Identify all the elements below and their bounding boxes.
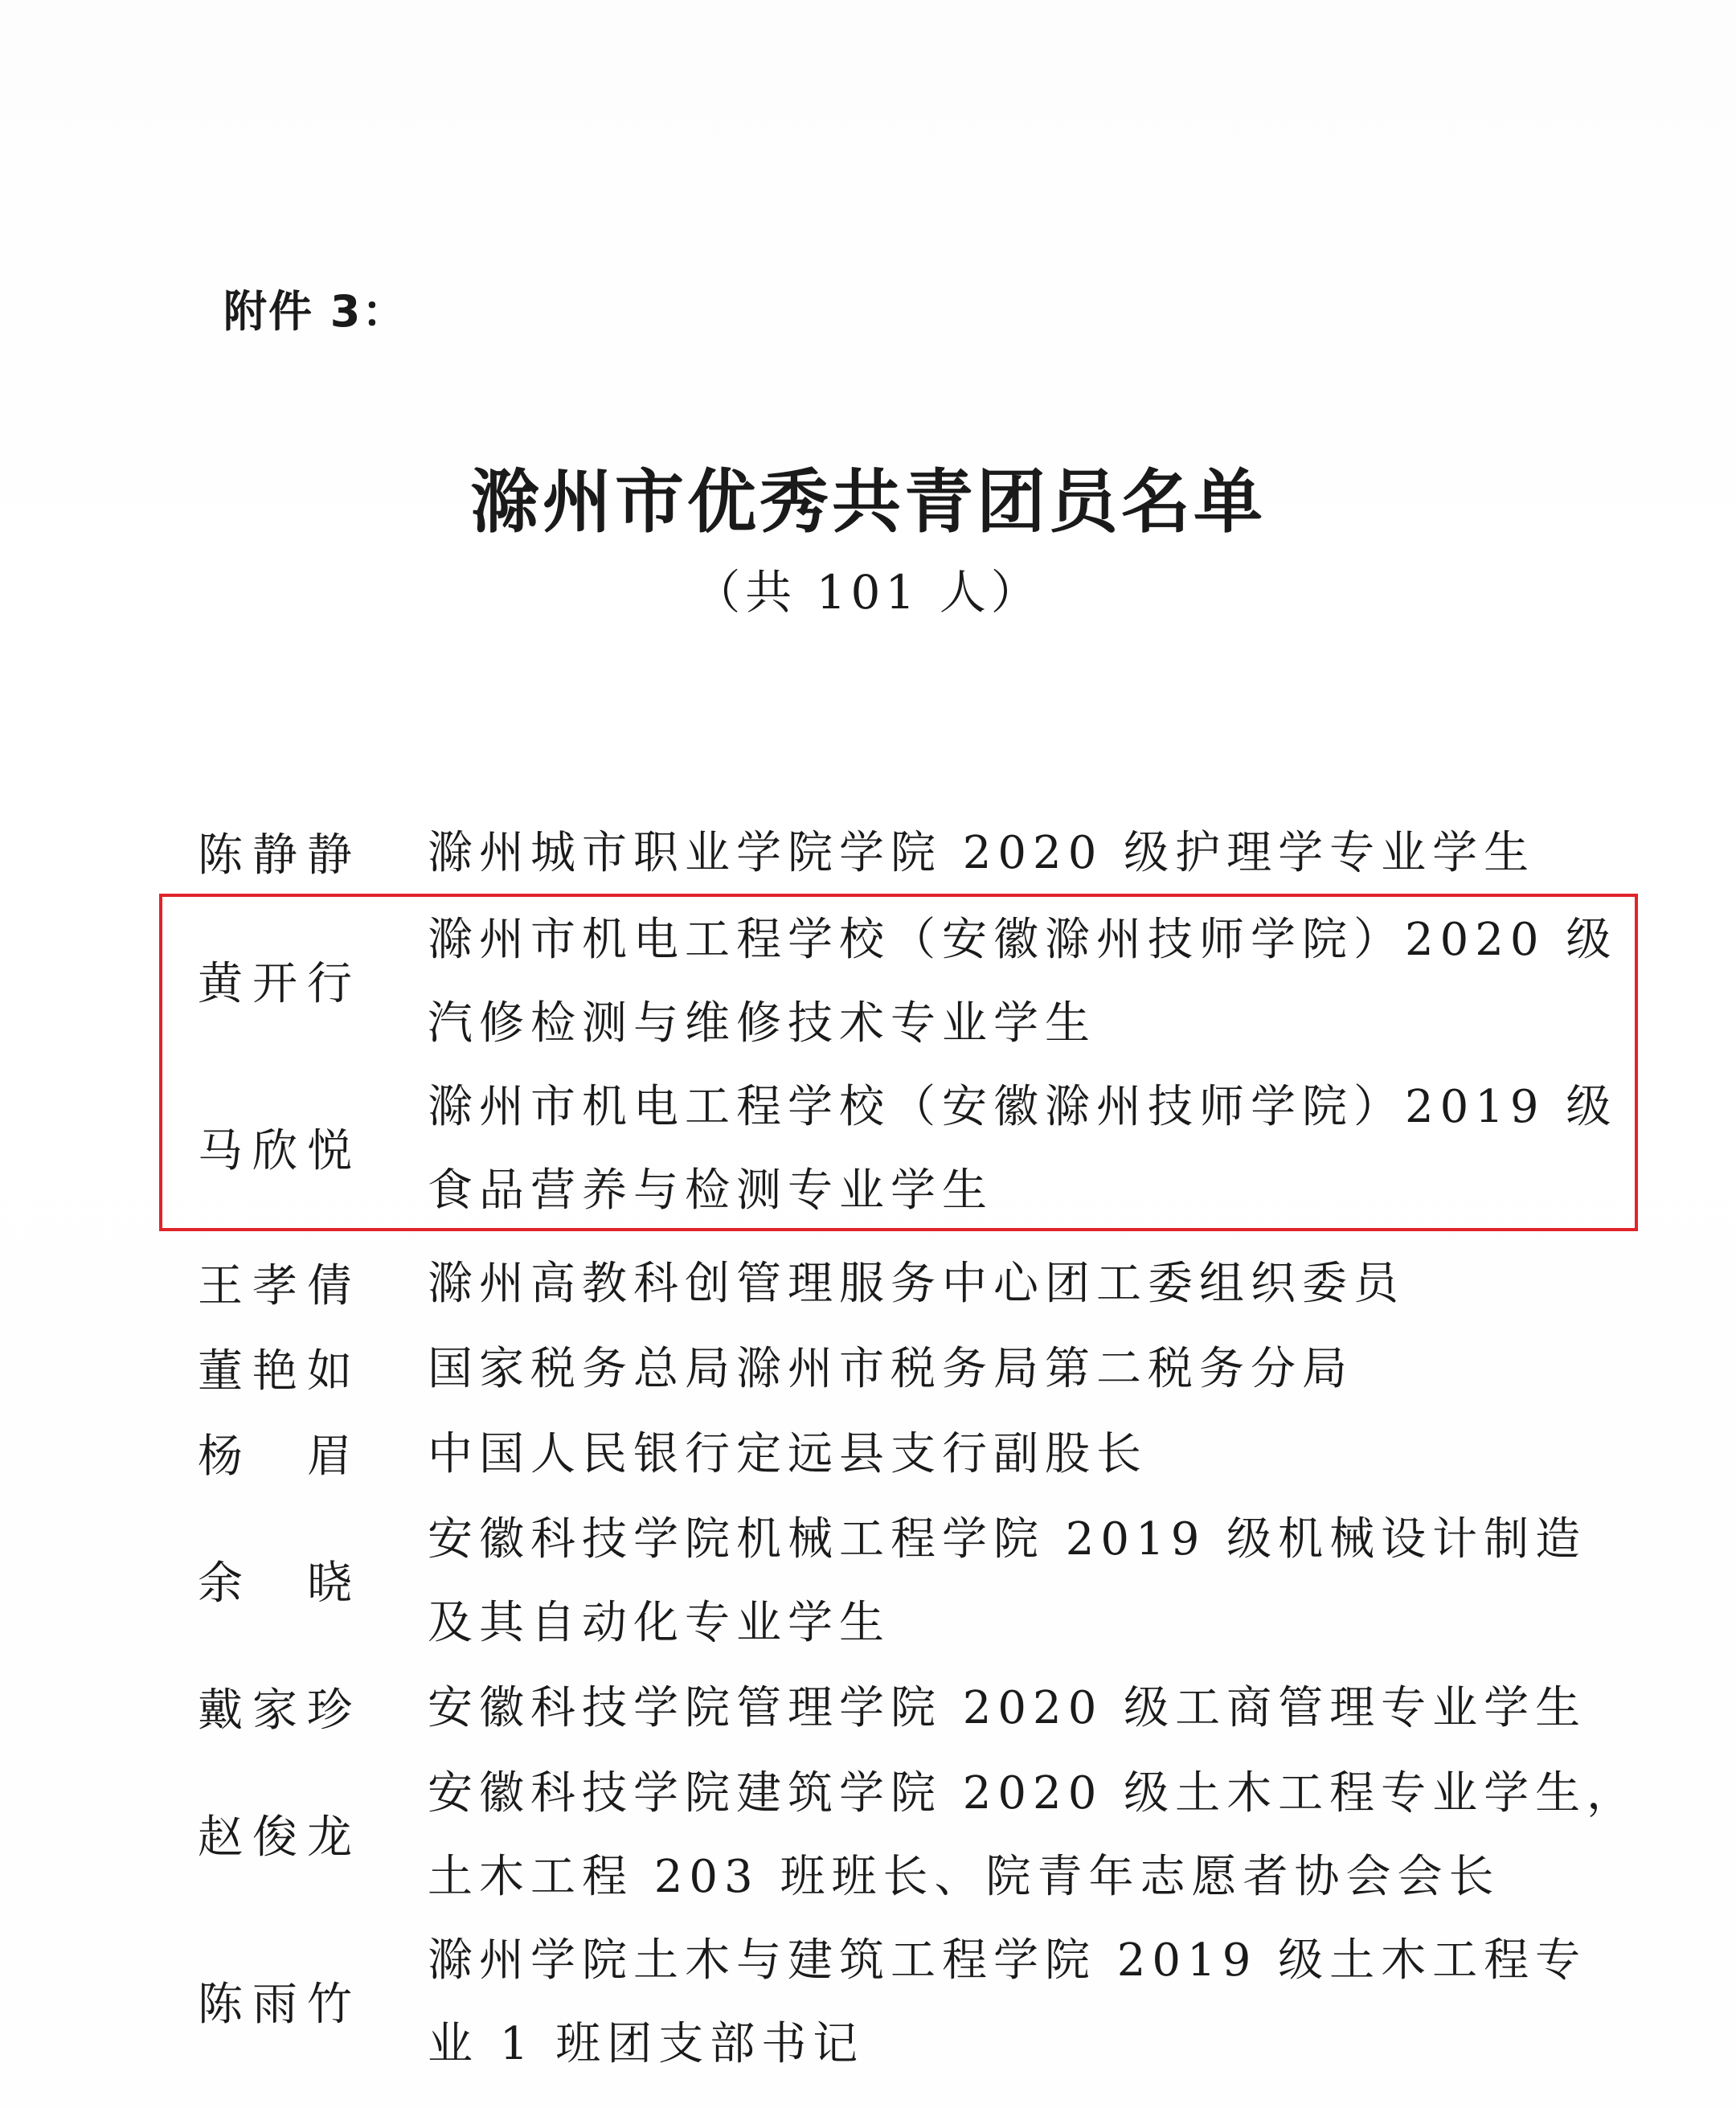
document-title: 滁州市优秀共青团员名单 — [470, 461, 1266, 542]
entry-description-line: 滁州市机电工程学校（安徽滁州技师学院）2020 级 — [428, 914, 1618, 966]
entry-description-line: 安徽科技学院建筑学院 2020 级土木工程专业学生， — [428, 1767, 1639, 1819]
entry-description — [428, 1752, 1639, 1919]
entry-name: 赵俊龙 — [198, 1811, 362, 1864]
entry-description-line: 安徽科技学院管理学院 2020 级工商管理专业学生 — [428, 1682, 1587, 1734]
entry-description-line: 安徽科技学院机械工程学院 2019 级机械设计制造 — [428, 1513, 1587, 1566]
entry-name: 王孝倩 — [198, 1260, 362, 1312]
entry-name: 杨 眉 — [198, 1431, 362, 1483]
entry-description — [428, 812, 1536, 895]
entry-description — [428, 1919, 1587, 2086]
entry-name: 陈静静 — [198, 829, 362, 882]
entry-description-line: 业 1 班团支部书记 — [428, 2018, 865, 2070]
document-subtitle: （共 101 人） — [694, 565, 1042, 620]
entry-description-line: 中国人民银行定远县支行副股长 — [428, 1428, 1148, 1480]
entry-name: 董艳如 — [198, 1345, 362, 1398]
entry-description-line: 土木工程 203 班班长、院青年志愿者协会会长 — [428, 1851, 1501, 1903]
entry-description-line: 滁州城市职业学院学院 2020 级护理学专业学生 — [428, 827, 1536, 879]
entry-description — [428, 1413, 1521, 1496]
highlight-box — [159, 894, 1638, 1231]
entry-name: 陈雨竹 — [198, 1979, 362, 2031]
entry-description-line: 食品营养与检测专业学生 — [428, 1165, 993, 1217]
attachment-label: 附件 3： — [223, 286, 407, 337]
entry-description-line: 滁州学院土木与建筑工程学院 2019 级土木工程专 — [428, 1934, 1587, 1987]
entry-name: 马欣悦 — [198, 1125, 362, 1177]
entry-description — [428, 1498, 1587, 1665]
entry-description-line: 滁州市机电工程学校（安徽滁州技师学院）2019 级 — [428, 1081, 1618, 1133]
entry-description — [428, 1667, 1587, 1750]
entry-description — [428, 1242, 1521, 1326]
entry-description-line: 滁州高教科创管理服务中心团工委组织委员 — [428, 1258, 1405, 1310]
entry-description-line: 及其自动化专业学生 — [428, 1597, 891, 1649]
entry-description-line: 国家税务总局滁州市税务局第二税务分局 — [428, 1343, 1353, 1395]
entry-description — [428, 1328, 1521, 1411]
entry-name: 黄开行 — [198, 958, 362, 1010]
entry-description-line: 汽修检测与维修技术专业学生 — [428, 997, 1096, 1050]
entry-name: 戴家珍 — [198, 1684, 362, 1737]
entry-name: 余 晓 — [198, 1557, 362, 1610]
